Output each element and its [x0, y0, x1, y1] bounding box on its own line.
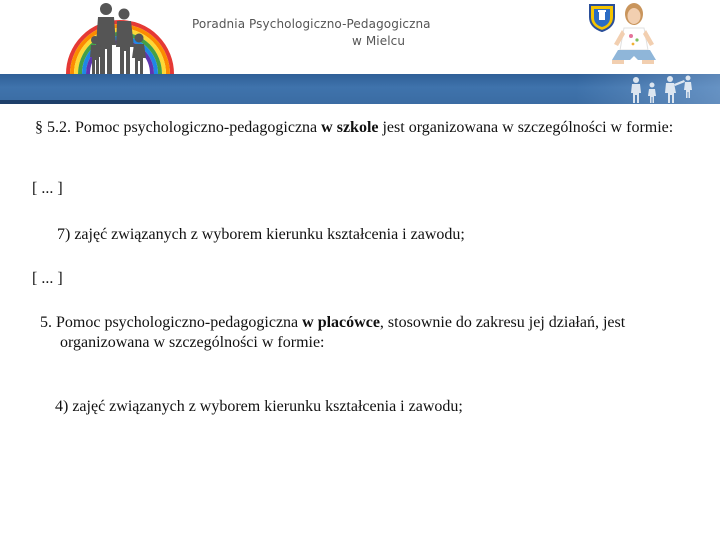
list-item-4: 4) zajęć związanych z wyborem kierunku kształcenia i zawodu;: [55, 398, 463, 415]
ellipsis-bracket-2: [ ... ]: [32, 270, 63, 287]
paragraph-5-emphasis: w placówce: [302, 314, 380, 331]
ellipsis-bracket-1: [ ... ]: [32, 180, 63, 197]
org-name-line2: w Mielcu: [352, 34, 406, 48]
paragraph-5-line2: organizowana w szczególności w formie:: [60, 334, 325, 351]
paragraph-5-2-prefix: § 5.2. Pomoc psychologiczno-pedagogiczna: [35, 119, 322, 136]
paragraph-5-prefix: 5. Pomoc psychologiczno-pedagogiczna: [40, 314, 303, 331]
paragraph-5-2-suffix: jest organizowana w szczególności w formie:: [378, 119, 674, 136]
list-item-7: 7) zajęć związanych z wyborem kierunku kształcenia i zawodu;: [57, 226, 465, 243]
paragraph-5-2: [35, 117, 695, 139]
paragraph-5-middle: , stosownie do zakresu jej działań, jest: [379, 314, 626, 331]
org-name-line1: Poradnia Psychologiczno-Pedagogiczna: [192, 17, 431, 31]
paragraph-5-2-emphasis: w szkole: [321, 119, 379, 136]
paragraph-5: [32, 313, 692, 353]
